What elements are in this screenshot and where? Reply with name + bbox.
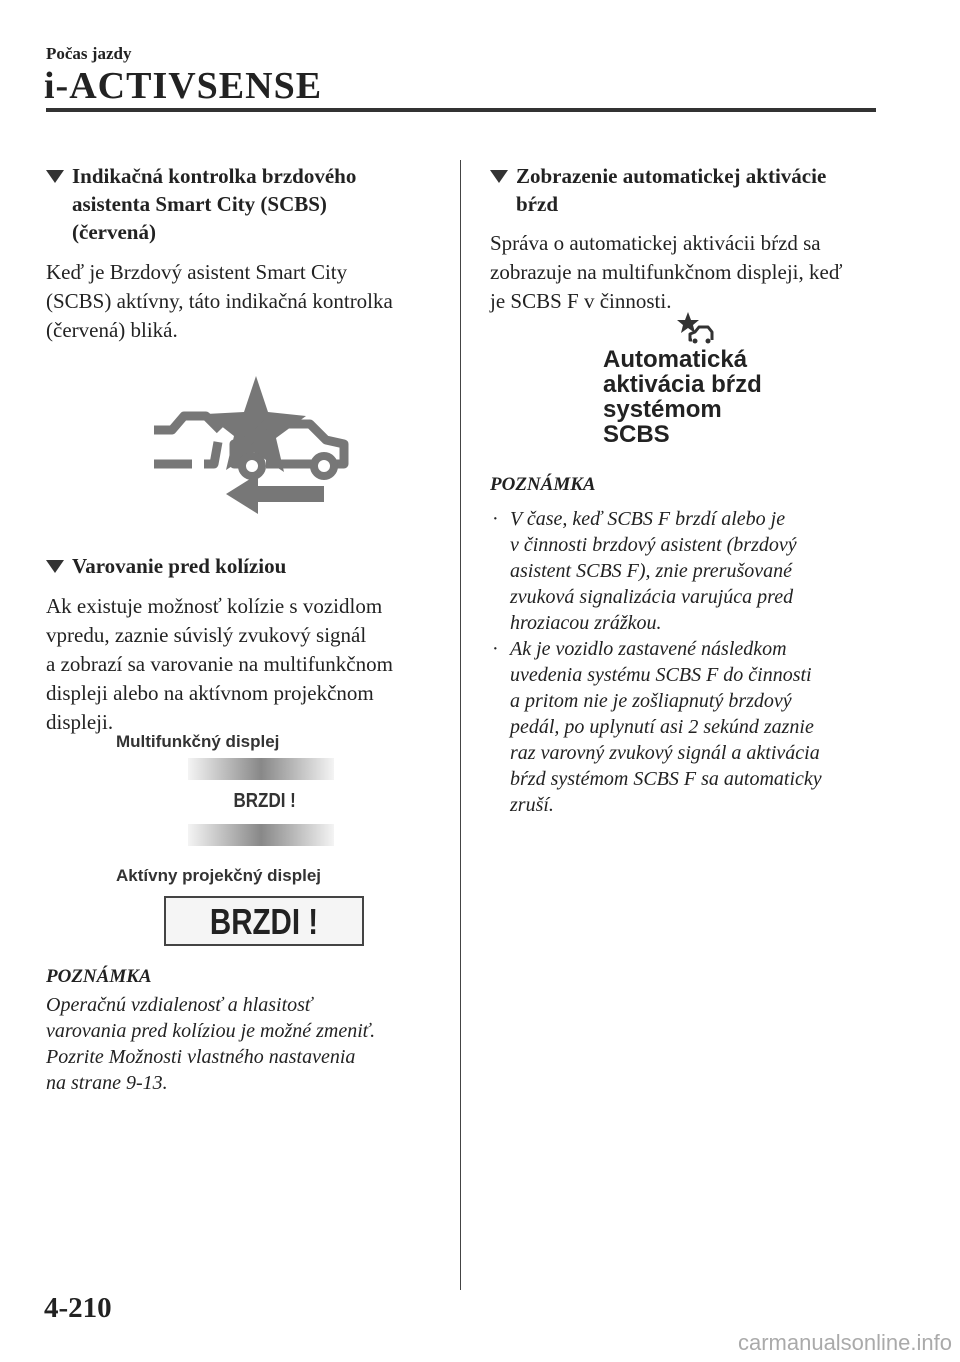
- active-display-figure: [164, 896, 364, 946]
- note-line: a pritom nie je zošliapnutý brzdový: [510, 690, 792, 712]
- triangle-marker-icon: [46, 170, 64, 183]
- watermark: carmanualsonline.info: [737, 1330, 952, 1355]
- triangle-marker-icon: [46, 560, 64, 573]
- note-distance: [46, 992, 456, 1096]
- note-line: asistent SCBS F), znie prerušované: [510, 560, 793, 582]
- note-line: v činnosti brzdový asistent (brzdový: [510, 534, 797, 556]
- header-rule: [46, 108, 876, 112]
- paragraph-indicator: [46, 258, 456, 345]
- text-line: a zobrazí sa varovanie na multifunkčnom: [46, 652, 393, 676]
- display-band: [188, 824, 334, 846]
- text-line: Ak existuje možnosť kolízie s vozidlom: [46, 594, 383, 618]
- note-line: Pozrite Možnosti vlastného nastavenia: [46, 1046, 356, 1068]
- message-line: systémom: [603, 396, 722, 423]
- message-line: SCBS: [603, 421, 670, 448]
- heading-line: (červená): [72, 220, 156, 244]
- heading-collision-warning: [46, 552, 446, 580]
- column-divider: [460, 160, 461, 1290]
- bullet-dot-icon: ·: [492, 638, 499, 660]
- text-line: displeji.: [46, 710, 114, 734]
- multifunction-display-figure: [188, 758, 334, 848]
- bullet-item: [490, 506, 890, 636]
- page-number: 4-210: [44, 1292, 112, 1324]
- note-line: na strane 9-13.: [46, 1072, 168, 1094]
- bullet-item: [490, 636, 890, 818]
- note-line: Ak je vozidlo zastavené následkom: [510, 638, 787, 660]
- note-line: zvuková signalizácia varujúca pred: [510, 586, 794, 608]
- triangle-marker-icon: [490, 170, 508, 183]
- note-line: pedál, po uplynutí asi 2 sekúnd zaznie: [510, 716, 814, 738]
- brzdi-warning-large: BRZDI !: [209, 901, 319, 942]
- text-line: Správa o automatickej aktivácii bŕzd sa: [490, 231, 821, 255]
- note-line: bŕzd systémom SCBS F sa automaticky: [510, 768, 822, 790]
- note-line: varovania pred kolíziou je možné zmeniť.: [46, 1020, 376, 1042]
- scbs-auto-brake-message: [603, 347, 762, 447]
- heading-line: Indikačná kontrolka brzdového: [72, 164, 357, 188]
- note-line: raz varovný zvukový signál a aktivácia: [510, 742, 820, 764]
- note-line: zruší.: [510, 794, 554, 816]
- auto-brake-car-icon: [674, 310, 714, 344]
- text-line: (červená) bliká.: [46, 318, 178, 342]
- chapter-title: i-ACTIVSENSE: [44, 65, 323, 107]
- note-bullets: [490, 506, 890, 818]
- note-line: Operačnú vzdialenosť a hlasitosť: [46, 994, 313, 1016]
- bullet-dot-icon: ·: [492, 508, 499, 530]
- brzdi-warning-small: BRZDI !: [233, 790, 296, 812]
- display-band: [188, 758, 334, 780]
- text-line: je SCBS F v činnosti.: [490, 289, 672, 313]
- heading-line: asistenta Smart City (SCBS): [72, 192, 327, 216]
- heading-line: bŕzd: [516, 192, 558, 216]
- text-line: (SCBS) aktívny, táto indikačná kontrolka: [46, 289, 393, 313]
- paragraph-collision: [46, 592, 456, 737]
- text-line: vpredu, zaznie súvislý zvukový signál: [46, 623, 367, 647]
- note-title: POZNÁMKA: [46, 966, 152, 987]
- text-line: displeji alebo na aktívnom projekčnom: [46, 681, 374, 705]
- note-line: V čase, keď SCBS F brzdí alebo je: [510, 508, 786, 530]
- text-line: Keď je Brzdový asistent Smart City: [46, 260, 348, 284]
- note-line: hroziacou zrážkou.: [510, 612, 662, 634]
- section-label: Počas jazdy: [46, 44, 132, 63]
- heading-auto-brake-display: [490, 162, 890, 218]
- scbs-indicator-icon: [148, 372, 358, 522]
- caption-active-display: Aktívny projekčný displej: [116, 866, 322, 885]
- message-line: aktivácia bŕzd: [603, 371, 762, 398]
- heading-line: Zobrazenie automatickej aktivácie: [516, 164, 827, 188]
- caption-multifunction-display: Multifunkčný displej: [116, 732, 280, 751]
- heading-scbs-indicator: [46, 162, 446, 246]
- paragraph-auto-brake: [490, 229, 910, 316]
- note-title: POZNÁMKA: [490, 474, 596, 495]
- message-line: Automatická: [603, 346, 748, 373]
- note-line: uvedenia systému SCBS F do činnosti: [510, 664, 812, 686]
- heading-line: Varovanie pred kolíziou: [72, 554, 287, 578]
- text-line: zobrazuje na multifunkčnom displeji, keď: [490, 260, 843, 284]
